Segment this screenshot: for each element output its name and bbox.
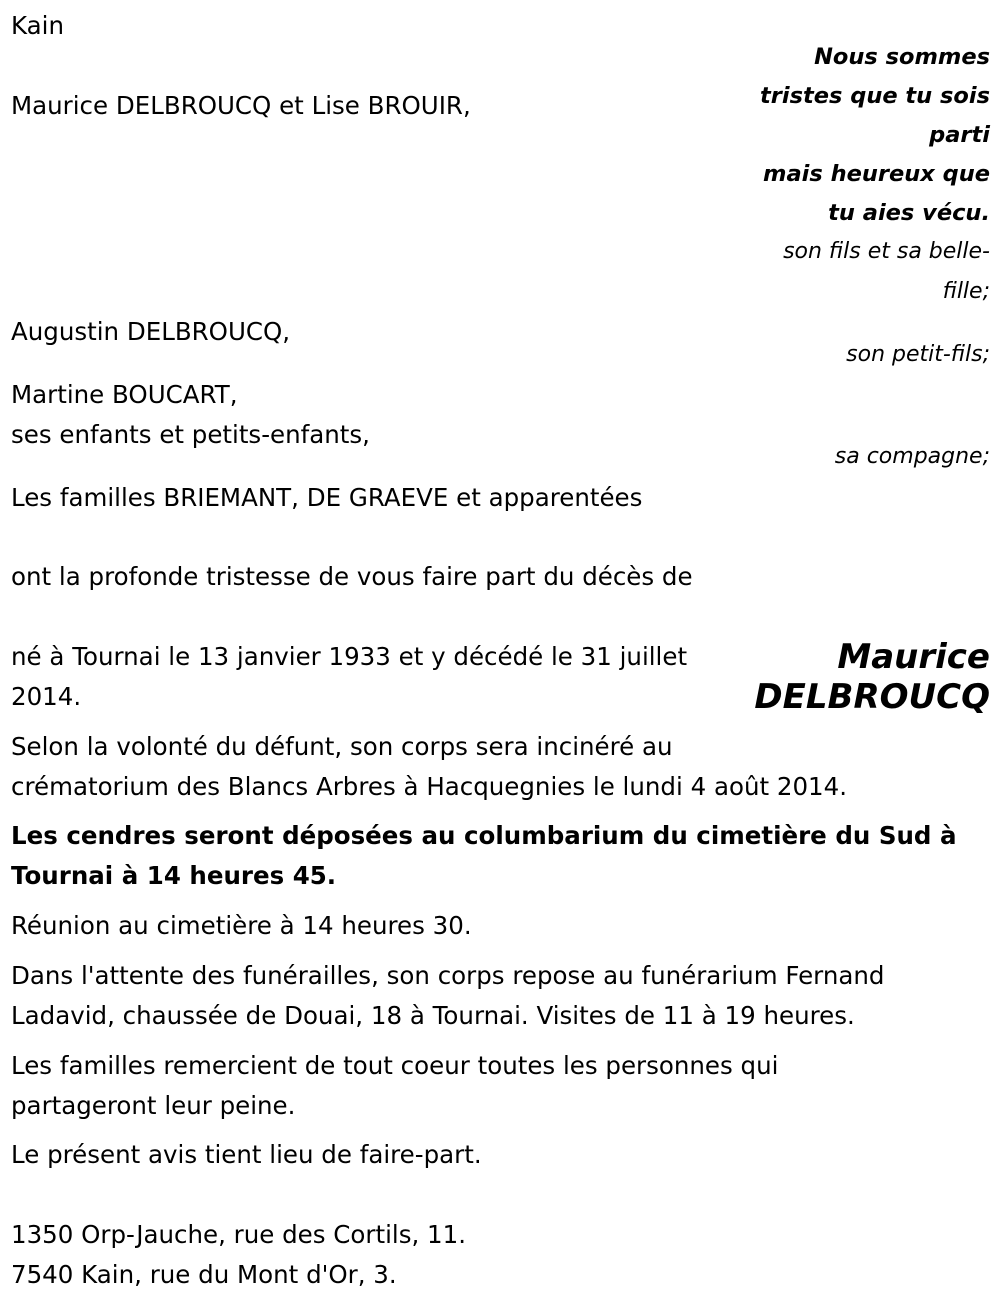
thanks-line1: Les familles remercient de tout coeur toutes les personnes qui (11, 1051, 779, 1080)
quote-line: parti (929, 122, 990, 148)
meeting-info: Réunion au cimetière à 14 heures 30. (11, 911, 472, 940)
thanks-line2: partageront leur peine. (11, 1091, 296, 1120)
address-line: 7540 Kain, rue du Mont d'Or, 3. (11, 1260, 397, 1289)
companion-role: sa compagne; (834, 444, 990, 469)
deceased-name (754, 637, 990, 717)
companion-children: ses enfants et petits-enfants, (11, 420, 370, 449)
cremation-line2: crématorium des Blancs Arbres à Hacquegnies le lundi 4 août 2014. (11, 772, 848, 801)
son-names: Maurice DELBROUCQ et Lise BROUIR, (11, 91, 471, 120)
ashes-line2: Tournai à 14 heures 45. (11, 861, 337, 890)
grandson-role: son petit-fils; (846, 342, 990, 367)
deceased-last-name: DELBROUCQ (754, 677, 990, 717)
announcement: ont la profonde tristesse de vous faire part du décès de (11, 562, 693, 591)
quote-line: mais heureux que (763, 161, 990, 187)
quote-line: tu aies vécu. (828, 200, 990, 226)
son-role-line2: fille; (942, 279, 990, 304)
address-line: 1350 Orp-Jauche, rue des Cortils, 11. (11, 1220, 466, 1249)
birth-death-line2: 2014. (11, 682, 82, 711)
son-role-line1: son fils et sa belle- (783, 239, 990, 264)
birth-death-line1: né à Tournai le 13 janvier 1933 et y décédé le 31 juillet (11, 642, 688, 671)
companion-name: Martine BOUCART, (11, 380, 238, 409)
epitaph-quote (760, 38, 990, 233)
cremation-line1: Selon la volonté du défunt, son corps sera incinéré au (11, 732, 673, 761)
deceased-first-name: Maurice (837, 637, 990, 677)
notice: Le présent avis tient lieu de faire-part. (11, 1140, 482, 1169)
locality: Kain (11, 11, 64, 40)
quote-line: tristes que tu sois (760, 83, 990, 109)
grandson-name: Augustin DELBROUCQ, (11, 317, 291, 346)
funeral-home-line2: Ladavid, chaussée de Douai, 18 à Tournai. Visites de 11 à 19 heures. (11, 1001, 855, 1030)
quote-line: Nous sommes (814, 44, 990, 70)
related-families: Les familles BRIEMANT, DE GRAEVE et apparentées (11, 483, 643, 512)
funeral-home-line1: Dans l'attente des funérailles, son corps repose au funérarium Fernand (11, 961, 885, 990)
ashes-line1: Les cendres seront déposées au columbarium du cimetière du Sud à (11, 821, 957, 850)
